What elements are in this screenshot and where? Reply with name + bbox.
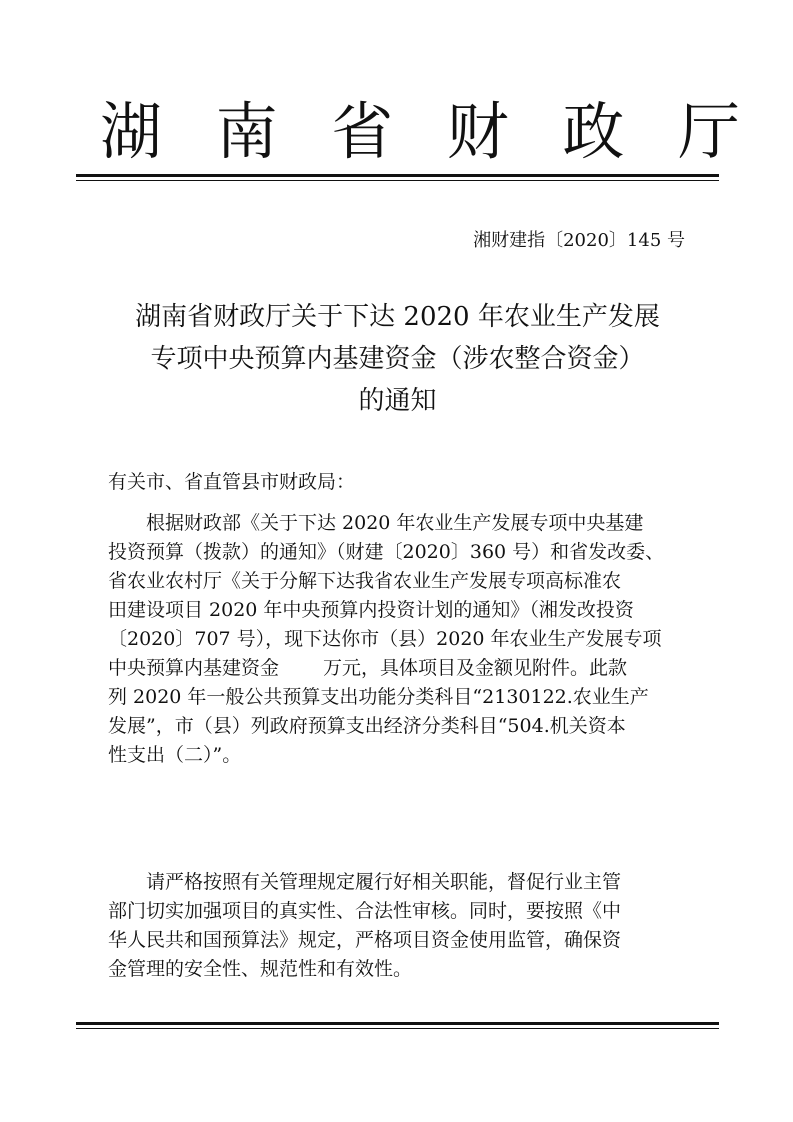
masthead-char: 厅: [677, 95, 740, 168]
footer-divider-thick: [76, 1022, 719, 1025]
paragraph-line: 部门切实加强项目的真实性、合法性审核。同时，要按照《中: [108, 900, 622, 922]
paragraph-line: 田建设项目 2020 年中央预算内投资计划的通知》（湘发改投资: [108, 599, 634, 621]
masthead-char: 南: [215, 95, 278, 168]
paragraph-line: 列 2020 年一般公共预算支出功能分类科目“2130122.农业生产: [108, 686, 649, 708]
paragraph-line: 发展”，市（县）列政府预算支出经济分类科目“504.机关资本: [108, 715, 626, 737]
masthead-divider-thin: [76, 180, 719, 181]
paragraph-line: 根据财政部《关于下达 2020 年农业生产发展专项中央基建: [146, 512, 644, 534]
paragraph-line: 请严格按照有关管理规定履行好相关职能，督促行业主管: [146, 871, 622, 893]
masthead-divider-thick: [76, 174, 719, 177]
body-paragraph-2: [108, 868, 688, 984]
masthead-char: 湖: [100, 95, 163, 168]
masthead-char: 省: [331, 95, 394, 168]
recipient-line: 有关市、省直管县市财政局：: [108, 471, 356, 493]
document-number: 湘财建指〔2020〕145 号: [473, 230, 685, 251]
document-title-line: 湖南省财政厅关于下达 2020 年农业生产发展: [135, 302, 660, 332]
paragraph-line: 中央预算内基建资金 万元，具体项目及金额见附件。此款: [108, 657, 628, 679]
document-title: [76, 296, 719, 422]
masthead-char: 政: [562, 95, 625, 168]
paragraph-line: 投资预算（拨款）的通知》（财建〔2020〕360 号）和省发改委、: [108, 541, 665, 563]
footer-divider-thin: [76, 1028, 719, 1029]
body-paragraph-1: [108, 509, 688, 770]
paragraph-line: 金管理的安全性、规范性和有效性。: [108, 958, 413, 980]
paragraph-line: 〔2020〕707 号），现下达你市（县）2020 年农业生产发展专项: [108, 628, 662, 650]
paragraph-line: 省农业农村厅《关于分解下达我省农业生产发展专项高标准农: [108, 570, 622, 592]
document-title-line: 的通知: [358, 386, 437, 416]
masthead-title: [100, 92, 740, 172]
paragraph-line: 华人民共和国预算法》规定，严格项目资金使用监管，确保资: [108, 929, 622, 951]
paragraph-line: 性支出（二）”。: [108, 744, 242, 766]
masthead-char: 财: [446, 95, 509, 168]
document-title-line: 专项中央预算内基建资金（涉农整合资金）: [150, 344, 645, 374]
